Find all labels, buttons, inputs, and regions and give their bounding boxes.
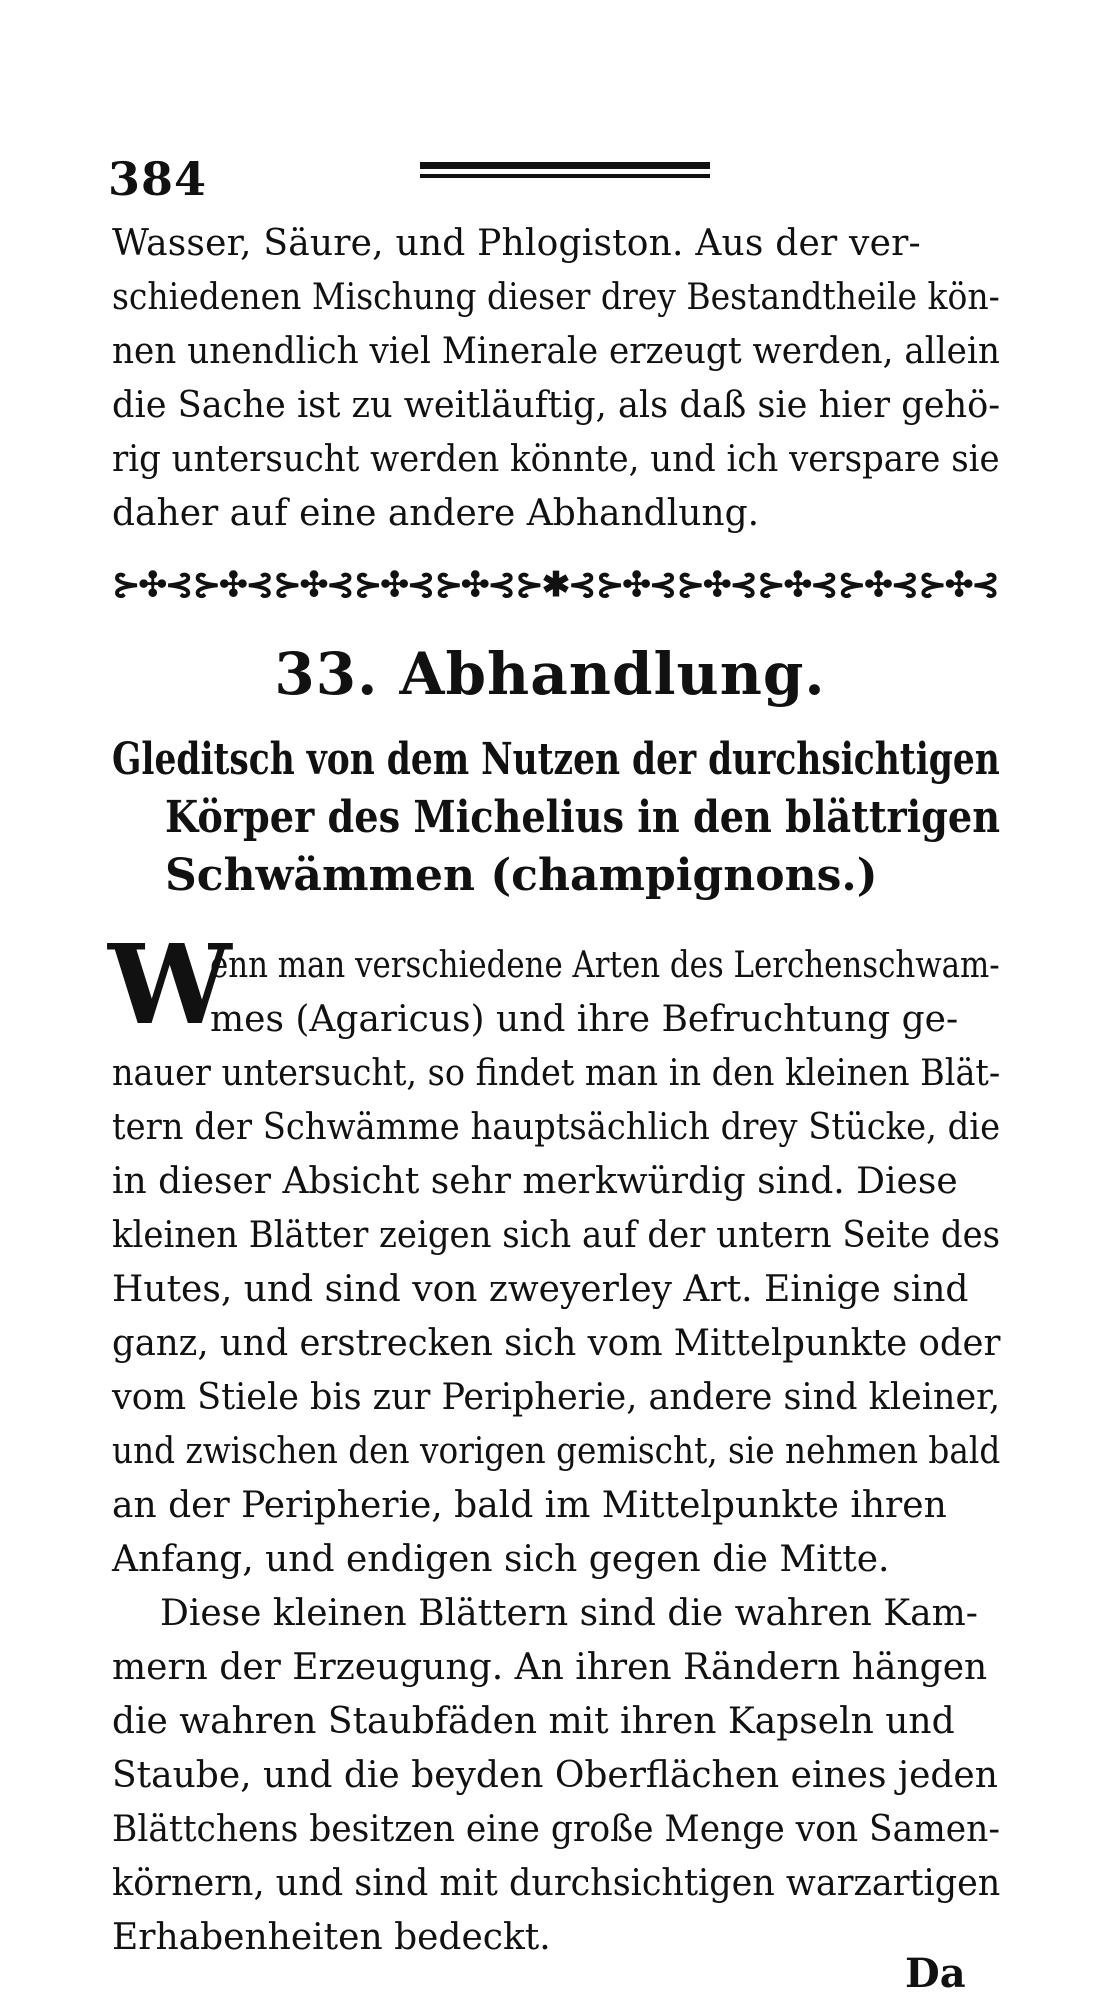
ornament-glyph: ⊱✣⊰ [434, 565, 515, 605]
text-line: kleinen Blätter zeigen sich auf der untern Seite des [112, 1215, 1001, 1256]
catchword: Da [905, 1950, 966, 1997]
ornament-glyph: ⊱✣⊰ [353, 565, 434, 605]
text-line: Anfang, und endigen sich gegen die Mitte. [112, 1539, 890, 1580]
text-line: die wahren Staubfäden mit ihren Kapseln und [112, 1701, 955, 1742]
text-line: an der Peripherie, bald im Mittelpunkte ihren [112, 1485, 947, 1526]
text-line: körnern, und sind mit durchsichtigen warzartigen [112, 1863, 1001, 1904]
ornament-glyph: ⊱✣⊰ [837, 565, 918, 605]
text-line: Blättchens besitzen eine große Menge von Samen- [112, 1809, 1001, 1850]
text-line: daher auf eine andere Abhandlung. [112, 493, 760, 534]
text-line: nen unendlich viel Minerale erzeugt werden, allein [112, 331, 1000, 372]
section-subtitle-line: Schwämmen (champignons.) [165, 850, 878, 901]
text-line: ganz, und erstrecken sich vom Mittelpunkte oder [112, 1323, 1001, 1364]
drop-cap: W [108, 920, 232, 1049]
text-line: mes (Agaricus) und ihre Befruchtung ge- [210, 999, 959, 1040]
text-line: vom Stiele bis zur Peripherie, andere sind kleiner, [112, 1377, 1001, 1418]
header-rule-bar-thick [420, 162, 710, 169]
ornament-glyph: ⊱✣⊰ [757, 565, 837, 605]
ornament-divider [112, 560, 998, 610]
page-number: 384 [108, 152, 208, 206]
text-line: Erhabenheiten bedeckt. [112, 1917, 551, 1958]
text-line: mern der Erzeugung. An ihren Rändern hängen [112, 1647, 988, 1688]
ornament-glyph: ⊱✣⊰ [676, 565, 756, 605]
text-line: in dieser Absicht sehr merkwürdig sind. Diese [112, 1161, 958, 1202]
text-line: rig untersucht werden könnte, und ich verspare sie [112, 439, 1000, 480]
text-line: schiedenen Mischung dieser drey Bestandtheile kön- [112, 277, 1000, 318]
header-rule [420, 162, 710, 183]
ornament-glyph-center: ⊱✱⊰ [515, 565, 595, 605]
ornament-glyph: ⊱✣⊰ [918, 565, 998, 605]
section-subtitle-line: Körper des Michelius in den blättrigen [165, 792, 1001, 843]
text-line: Wasser, Säure, und Phlogiston. Aus der ver- [112, 223, 921, 264]
section-heading: 33. Abhandlung. [274, 640, 826, 708]
text-line: die Sache ist zu weitläuftig, als daß sie hier gehö- [112, 385, 1001, 426]
section-subtitle-line: Gleditsch von dem Nutzen der durchsichtigen [112, 734, 1000, 785]
text-line: tern der Schwämme hauptsächlich drey Stücke, die [112, 1107, 1001, 1148]
ornament-glyph: ⊱✣⊰ [595, 565, 676, 605]
ornament-glyph: ⊱✣⊰ [192, 565, 273, 605]
text-line: Staube, und die beyden Oberflächen eines jeden [112, 1755, 998, 1796]
text-line: Hutes, und sind von zweyerley Art. Einige sind [112, 1269, 969, 1310]
header-rule-bar-thin [420, 174, 710, 178]
text-line: und zwischen den vorigen gemischt, sie nehmen bald [112, 1431, 1001, 1472]
ornament-glyph: ⊱✣⊰ [112, 565, 192, 605]
ornament-glyph: ⊱✣⊰ [273, 565, 353, 605]
text-line: nauer untersucht, so findet man in den kleinen Blät- [112, 1053, 1001, 1094]
text-line: enn man verschiedene Arten des Lerchenschwam- [210, 945, 1000, 986]
text-line: Diese kleinen Blättern sind die wahren Kam- [160, 1593, 978, 1634]
